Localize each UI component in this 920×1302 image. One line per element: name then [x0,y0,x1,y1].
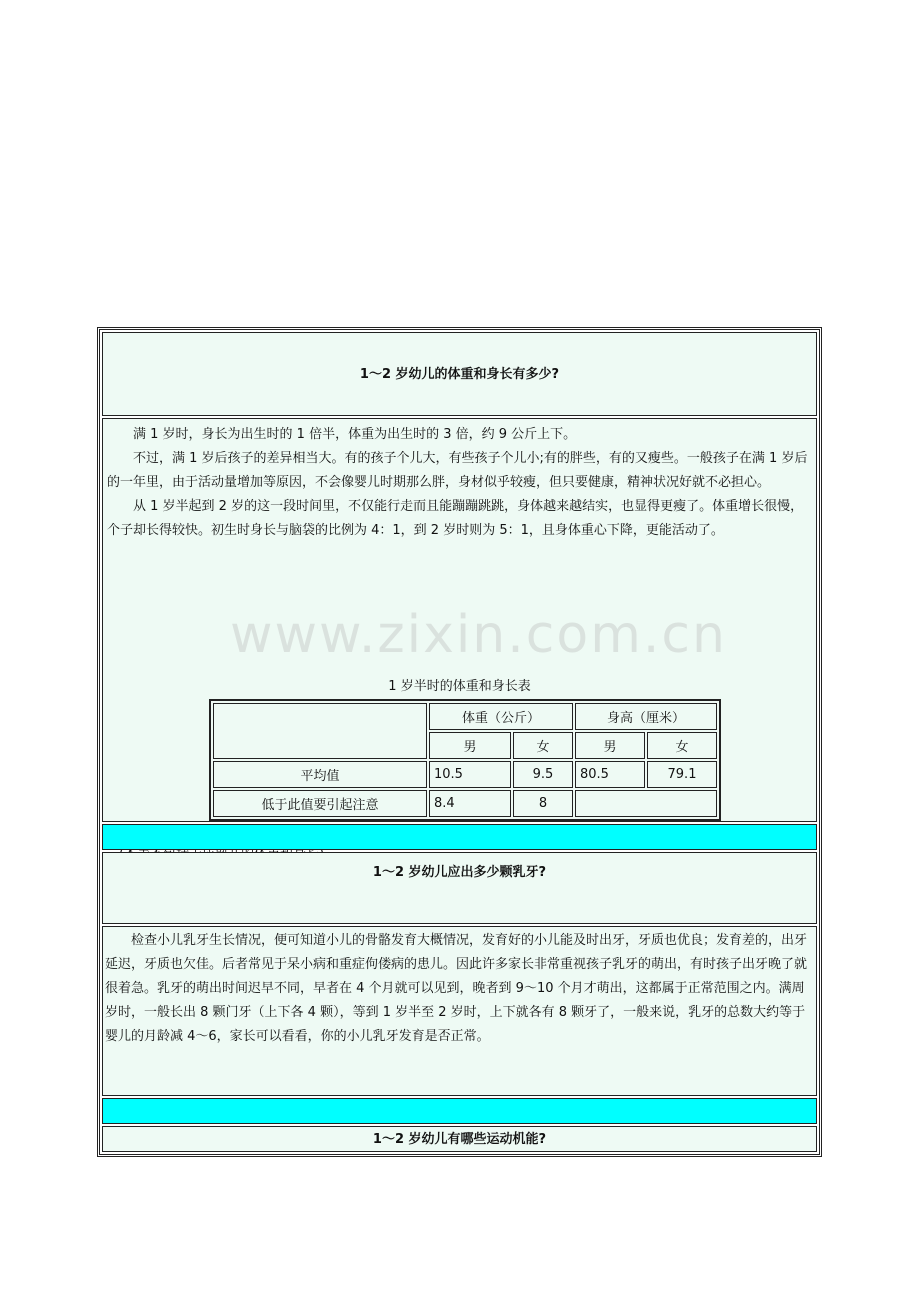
section1-body-cell [102,418,817,822]
section2-title-cell [102,852,817,924]
weight-female-value: 9.5 [513,761,573,788]
section3-title: 1～2 岁幼儿有哪些运动机能? [372,1132,547,1147]
separator-bar [102,824,817,850]
section2-paragraph: 检查小儿乳牙生长情况，便可知道小儿的骨骼发育大概情况，发育好的小儿能及时出牙，牙质也优良；发育差的，出牙延迟，牙质也欠佳。后者常见于呆小病和重症佝偻病的患儿。因此许多家长非常重视孩子乳牙的萌出，有时孩子出牙晚了就很着急。乳牙的萌出时间迟早不同，早者在 4 个月就可以见到，晚者到 9～10 个月才萌出，这都属于正常范围之内。满周岁时，一般长出 8 颗门牙（上下各 4 颗），等到 1 岁半至 2 岁时，上下就各有 8 颗牙了，一般来说，乳牙的总数大约等于婴儿的月龄减 4～6，家长可以看看，你的小儿乳牙发育是否正常。 [105,933,808,1044]
section2-body-cell [102,926,817,1096]
watermark-text: www.zixin.com.cn [230,605,727,665]
header-height: 身高（厘米） [575,703,717,730]
section1-title: 1～2 岁幼儿的体重和身长有多少? [359,367,560,382]
separator-bar [102,1098,817,1124]
section3-title-cell [102,1126,817,1152]
header-weight-female: 女 [513,732,573,759]
section1-title-cell [102,332,817,416]
weight-male-value: 10.5 [429,761,511,788]
row-label: 低于此值要引起注意 [213,790,427,817]
section2-title: 1～2 岁幼儿应出多少颗乳牙? [372,865,547,880]
table-row [213,761,717,788]
section1-paragraph-1: 满 1 岁时，身长为出生时的 1 倍半，体重为出生时的 3 倍，约 9 公斤上下。 [133,427,577,442]
table-row [213,790,717,817]
article-frame [97,327,822,1157]
height-male-value: 80.5 [575,761,645,788]
height-empty-cell [575,790,717,817]
header-height-female: 女 [647,732,717,759]
height-female-value: 79.1 [647,761,717,788]
table-caption: 1 岁半时的体重和身长表 [388,679,531,694]
section1-paragraph-3: 从 1 岁半起到 2 岁的这一段时间里，不仅能行走而且能蹦蹦跳跳，身体越来越结实，也显得更瘦了。体重增长很慢，个子却长得较快。初生时身长与脑袋的比例为 4：1，到 2 岁时则为 5：1，且身体重心下降，更能活动了。 [107,499,804,538]
table-corner-cell [213,703,427,759]
section1-paragraph-2: 不过，满 1 岁后孩子的差异相当大。有的孩子个儿大，有些孩子个儿小;有的胖些，有的又瘦些。一般孩子在满 1 岁后的一年里，由于活动量增加等原因，不会像婴儿时期那么胖，身材似乎较瘦，但只要健康，精神状况好就不必担心。 [107,451,808,490]
weight-male-value: 8.4 [429,790,511,817]
header-height-male: 男 [575,732,645,759]
weight-female-value: 8 [513,790,573,817]
weight-height-table [209,699,721,821]
header-weight: 体重（公斤） [429,703,573,730]
row-label: 平均值 [213,761,427,788]
header-weight-male: 男 [429,732,511,759]
